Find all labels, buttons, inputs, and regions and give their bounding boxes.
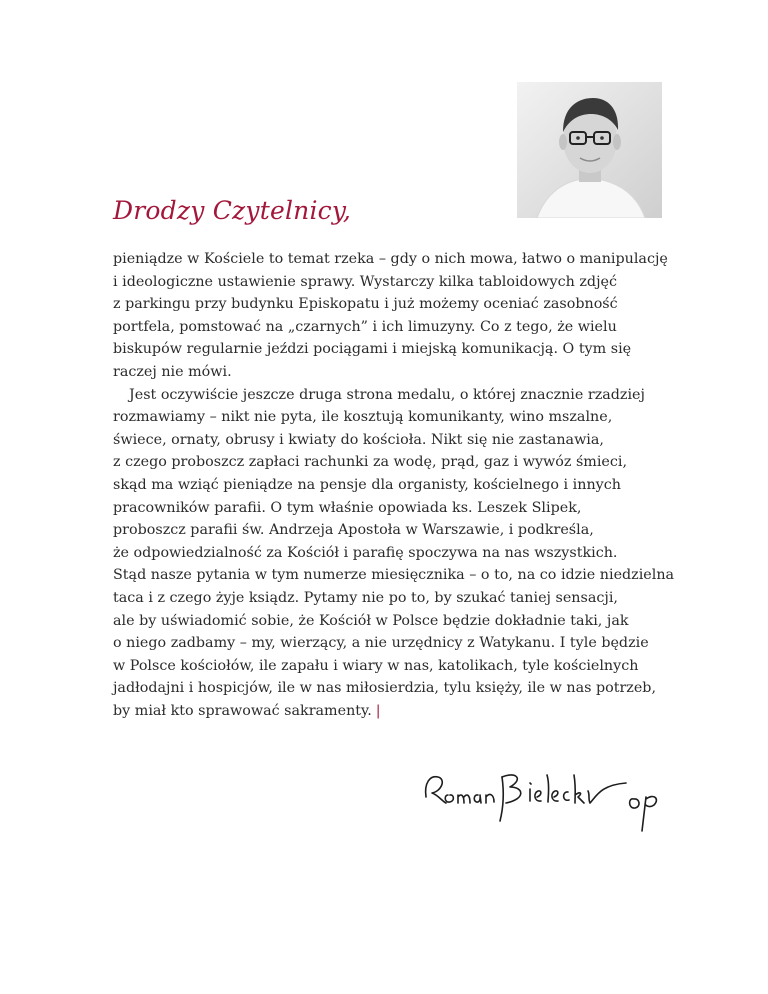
body-line: proboszcz parafii św. Andrzeja Apostoła w Warszawie, i podkreśla,: [113, 522, 594, 539]
author-photo: [517, 82, 662, 218]
body-line: o niego zadbamy – my, wierzący, a nie urzędnicy z Watykanu. I tyle będzie: [113, 635, 649, 652]
signature-text: Roman Bielecki op: [420, 765, 430, 766]
signature-image: [420, 765, 670, 835]
body-line: w Polsce kościołów, ile zapału i wiary w nas, katolikach, tyle kościelnych: [113, 657, 639, 674]
body-line: z parkingu przy budynku Episkopatu i już możemy oceniać zasobność: [113, 296, 618, 313]
portrait-image: [517, 82, 662, 218]
body-line: biskupów regularnie jeździ pociągami i miejską komunikacją. O tym się: [113, 341, 632, 358]
body-line: że odpowiedzialność za Kościół i parafię spoczywa na nas wszystkich.: [113, 544, 618, 561]
body-line-text: by miał kto sprawować sakramenty.: [113, 702, 372, 719]
body-line: raczej nie mówi.: [113, 363, 232, 380]
body-line: z czego proboszcz zapłaci rachunki za wodę, prąd, gaz i wywóz śmieci,: [113, 454, 628, 471]
body-line: pieniądze w Kościele to temat rzeka – gdy o nich mowa, łatwo o manipulację: [113, 251, 668, 267]
body-line: świece, ornaty, obrusy i kwiaty do kościoła. Nikt się nie zastanawia,: [113, 431, 604, 448]
body-line: jadłodajni i hospicjów, ile w nas miłosierdzia, tylu księży, ile w nas potrzeb,: [113, 680, 657, 697]
body-line: pracowników parafii. O tym właśnie opowiada ks. Leszek Slipek,: [113, 499, 582, 516]
body-line: taca i z czego żyje ksiądz. Pytamy nie po to, by szukać taniej sensacji,: [113, 589, 618, 606]
body-line: skąd ma wziąć pieniądze na pensje dla organisty, kościelnego i innych: [113, 476, 621, 493]
body-line-last: [113, 700, 703, 723]
greeting-heading: Drodzy Czytelnicy,: [113, 196, 351, 225]
body-line: i ideologiczne ustawienie sprawy. Wystarczy kilka tabloidowych zdjęć: [113, 273, 617, 290]
body-line: ale by uświadomić sobie, że Kościół w Polsce będzie dokładnie taki, jak: [113, 612, 629, 629]
body-line: portfela, pomstować na „czarnych” i ich limuzyny. Co z tego, że wielu: [113, 318, 617, 335]
body-line: Jest oczywiście jeszcze druga strona medalu, o której znacznie rzadziej: [129, 386, 645, 403]
body-line: Stąd nasze pytania w tym numerze miesięcznika – o to, na co idzie niedzielna: [113, 567, 675, 584]
editorial-body: [113, 248, 703, 722]
end-mark: |: [375, 702, 381, 719]
body-line: rozmawiamy – nikt nie pyta, ile kosztują komunikanty, wino mszalne,: [113, 409, 613, 426]
